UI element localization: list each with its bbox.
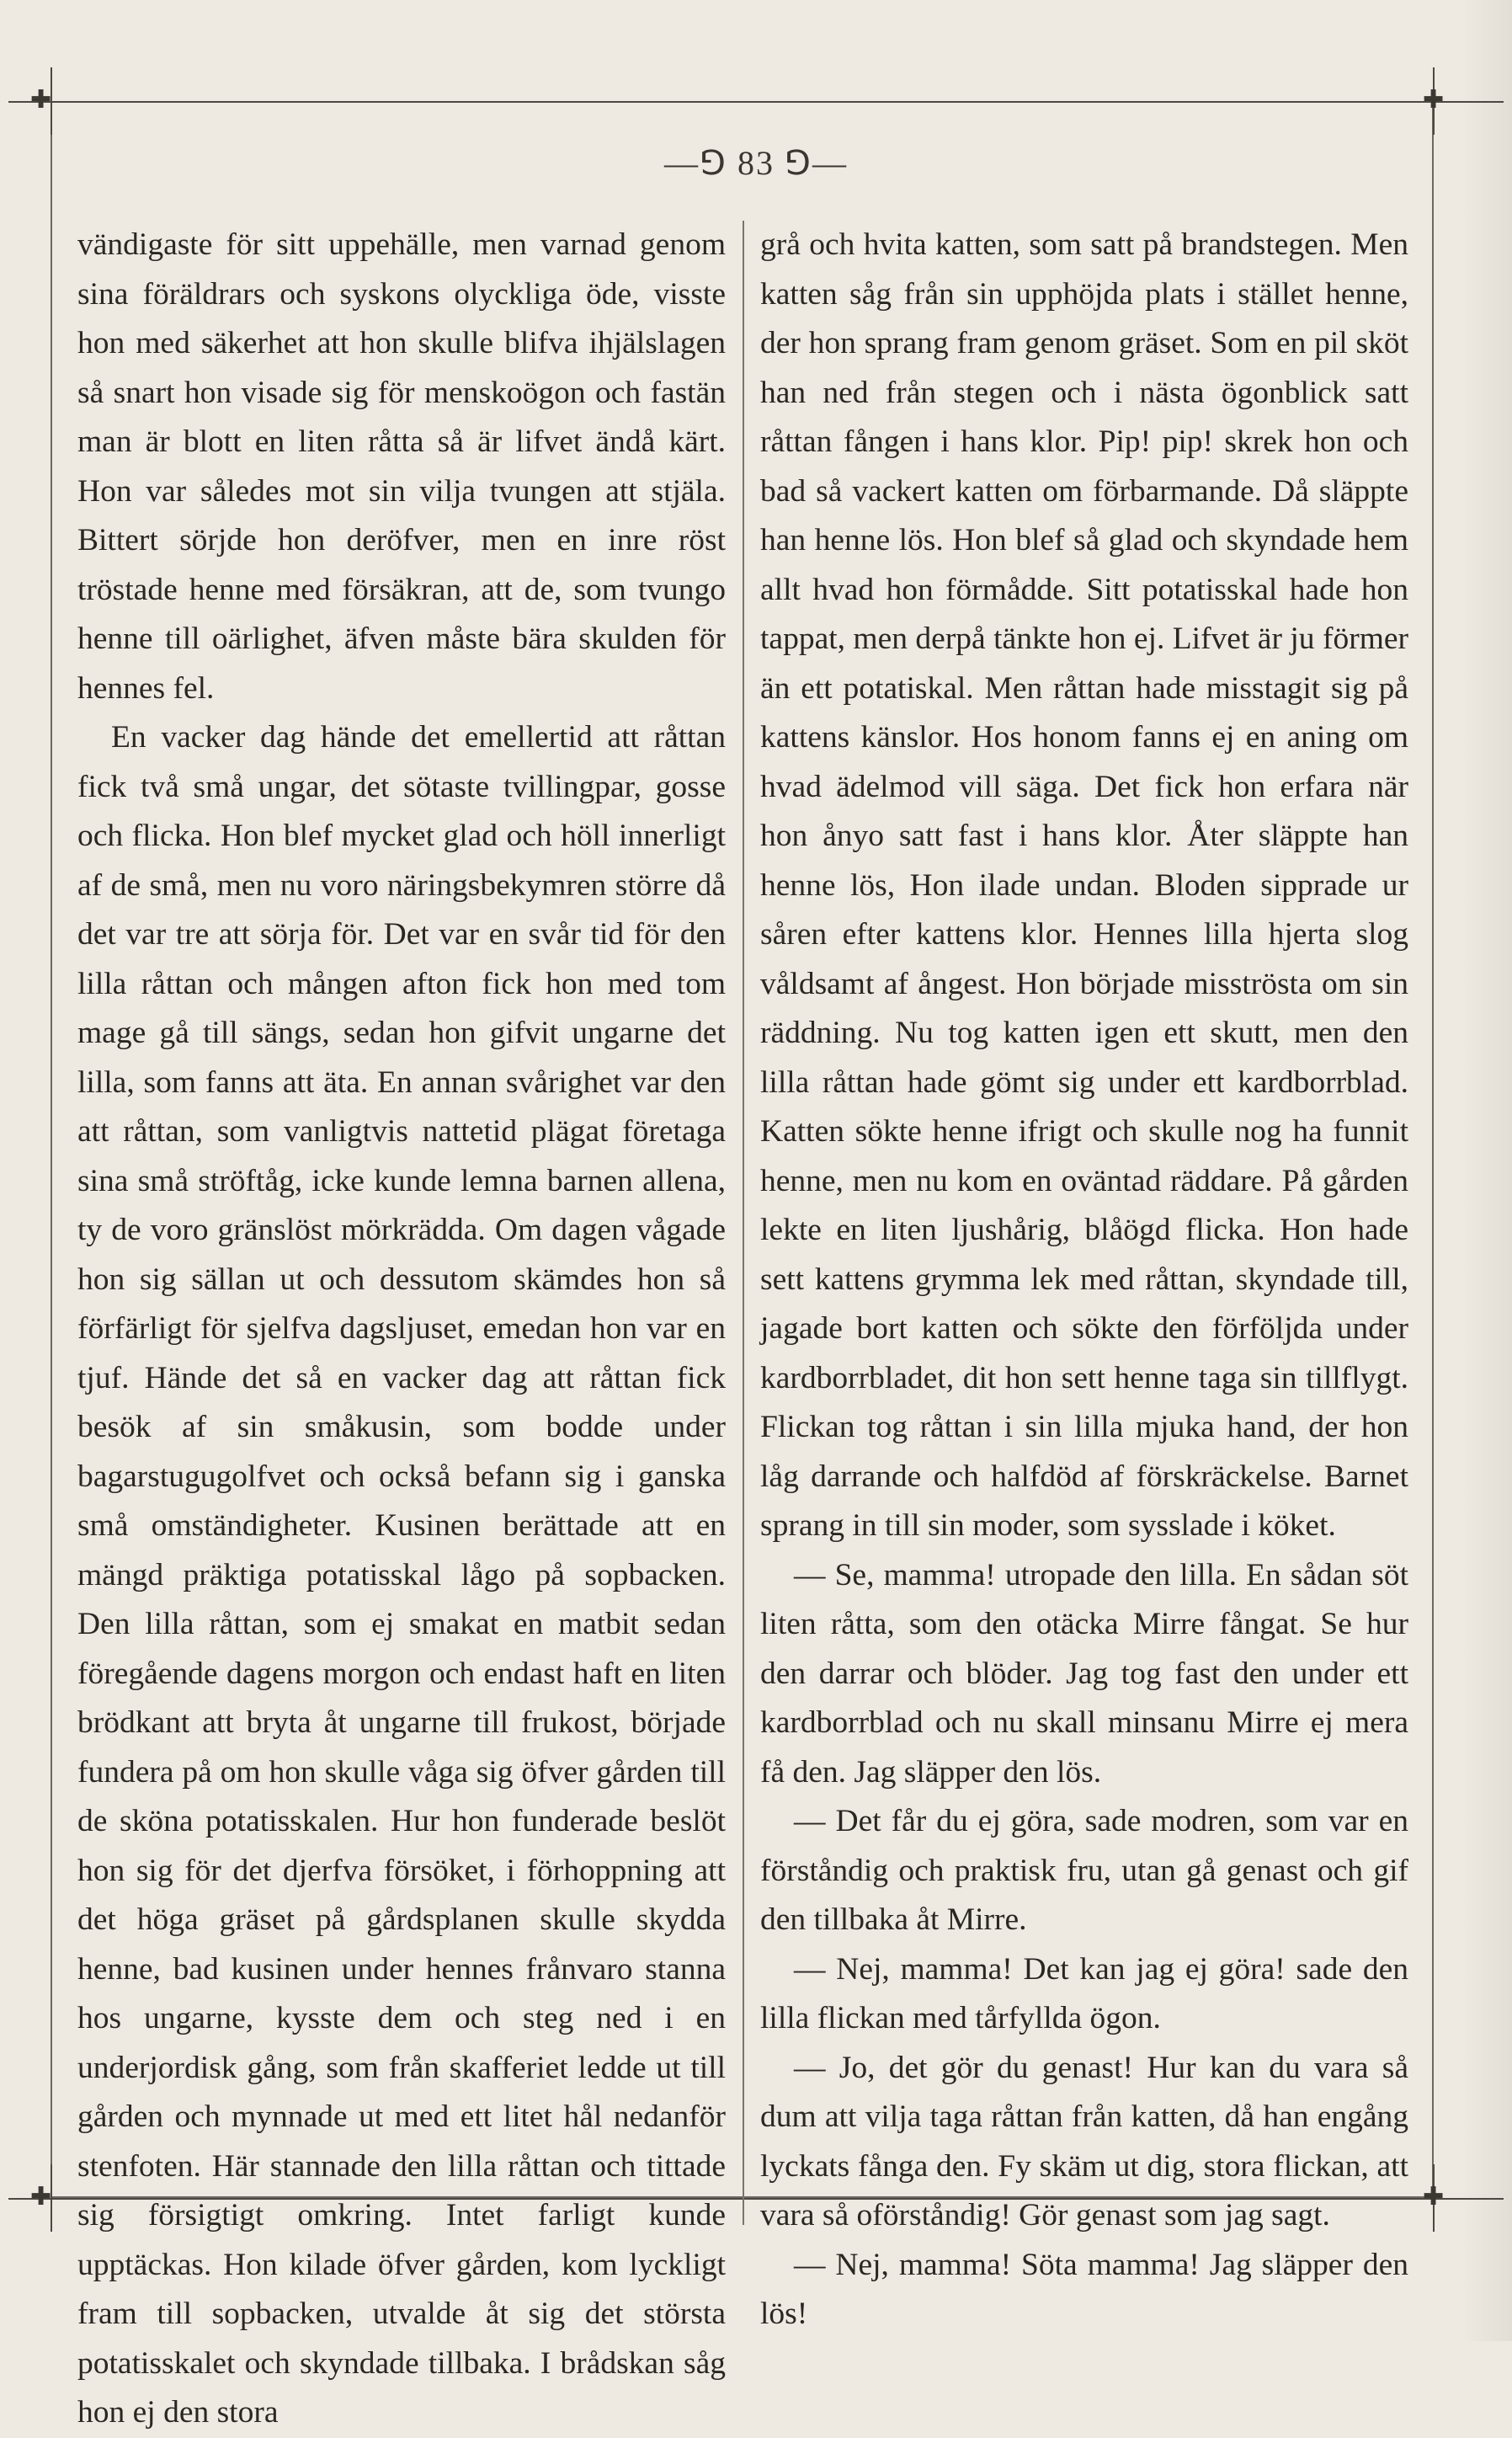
left-text-column xyxy=(77,221,726,2438)
paragraph: — Nej, mamma! Det kan jag ej göra! sade den lilla flickan med tårfyllda ögon. xyxy=(760,1951,1408,2035)
scan-edge-shading xyxy=(1461,0,1512,2341)
registration-mark-bottom-left-icon: ✚ xyxy=(30,2182,52,2211)
right-text-column xyxy=(760,221,1408,2339)
column-divider xyxy=(743,221,744,2225)
registration-mark-top-right-icon: ✚ xyxy=(1423,85,1445,115)
paragraph: — Det får du ej göra, sade modren, som var en förståndig och praktisk fru, utan gå genast och gif den tillbaka åt Mirre. xyxy=(760,1804,1408,1937)
paragraph: En vacker dag hände det emellertid att råttan fick två små ungar, det sötaste tvillingpar, gosse och flicka. Hon blef mycket glad och höll innerligt af de små, men nu voro näringsbekymren större då det var tre att sörja för. Det var en svår tid för den lilla råttan och mången afton fick hon med tom mage gå till sängs, sedan hon gifvit ungarne det lilla, som fanns att äta. En annan svårighet var den att råttan, som vanligtvis nattetid plägat företaga sina små ströftåg, icke kunde lemna barnen allena, ty de voro gränslöst mörkrädda. Om dagen vågade hon sig sällan ut och dessutom skämdes hon så förfärligt för sjelfva dagsljuset, emedan hon var en tjuf. Hände det så en vacker dag att råttan fick besök af sin småkusin, som bodde under bagarstugugolfvet och också befann sig i ganska små omständigheter. Kusinen berättade att en mängd präktiga potatisskal lågo på sopbacken. Den lilla råttan, som ej smakat en matbit sedan föregående dagens morgon och endast haft en liten brödkant att bryta åt ungarne till frukost, började fundera på om hon skulle våga sig öfver gården till de sköna potatisskalen. Hur hon funderade beslöt hon sig för det djerfva försöket, i förhoppning att det höga gräset på gårdsplanen skulle skydda henne, bad kusinen under hennes frånvaro stanna hos ungarne, kysste dem och steg ned i en underjordisk gång, som från skafferiet ledde ut till gården och mynnade ut med ett litet hål nedanför stenfoten. Här stannade den lilla råttan och tittade sig försigtigt omkring. Intet farligt kunde upptäckas. Hon kilade öfver gården, kom lyckligt fram till sopbacken, utvalde åt sig det största potatisskalet och skyndade tillbaka. I brådskan såg hon ej den stora xyxy=(77,720,726,2430)
paragraph: vändigaste för sitt uppehälle, men varnad genom sina föräldrars och syskons olyckliga öde, visste hon med säkerhet att hon skulle blifva ihjälslagen så snart hon visade sig för menskoögon och fastän man är blott en liten råtta så är lifvet ändå kärt. Hon var således mot sin vilja tvungen att stjäla. Bittert sörjde hon deröfver, men en inre röst tröstade henne med försäkran, att de, som tvungo henne till oärlighet, äfven måste bära skulden för hennes fel. xyxy=(77,227,726,706)
paragraph: — Nej, mamma! Söta mamma! Jag släpper den lös! xyxy=(760,2247,1408,2331)
paragraph: — Jo, det gör du genast! Hur kan du vara så dum att vilja taga råttan från katten, då han engång lyckats fånga den. Fy skäm ut dig, stora flickan, att vara så oförståndig! Gör genast som jag sagt. xyxy=(760,2050,1408,2233)
crop-line-top xyxy=(8,101,1504,103)
paragraph: — Se, mamma! utropade den lilla. En sådan söt liten råtta, som den otäcka Mirre fångat. Se hur den darrar och blöder. Jag tog fast den under ett kardborrblad och nu skall minsanu Mirre ej mera få den. Jag släpper den lös. xyxy=(760,1557,1408,1790)
page-number: —⅁ 83 ⅁— xyxy=(664,144,848,182)
registration-mark-bottom-right-icon: ✚ xyxy=(1423,2182,1445,2211)
registration-mark-top-left-icon: ✚ xyxy=(30,85,52,115)
paragraph: grå och hvita katten, som satt på brandstegen. Men katten såg från sin upphöjda plats i stället henne, der hon sprang fram genom gräset. Som en pil sköt han ned från stegen och i nästa ögonblick satt råttan fången i hans klor. Pip! pip! skrek hon och bad så vackert katten om förbarmande. Då släppte han henne lös. Hon blef så glad och skyndade hem allt hvad hon förmådde. Sitt potatisskal hade hon tappat, men derpå tänkte hon ej. Lifvet är ju förmer än ett potatiskal. Men råttan hade misstagit sig på kattens känslor. Hos honom fanns ej en aning om hvad ädelmod vill säga. Det fick hon erfara när hon ånyo satt fast i hans klor. Åter släppte han henne lös, Hon ilade undan. Bloden sipprade ur såren efter kattens klor. Hennes lilla hjerta slog våldsamt af ångest. Hon började misströsta om sin räddning. Nu tog katten igen ett skutt, men den lilla råttan hade gömt sig under ett kardborrblad. Katten sökte henne ifrigt och skulle nog ha funnit henne, men nu kom en oväntad räddare. På gården lekte en liten ljushårig, blåögd flicka. Hon hade sett kattens grymma lek med råttan, skyndade till, jagade bort katten och sökte den förföljda under kardborrbladet, dit hon sett henne taga sin tillflygt. Flickan tog råttan i sin lilla mjuka hand, der hon låg darrande och halfdöd af förskräckelse. Barnet sprang in till sin moder, som sysslade i köket. xyxy=(760,227,1408,1543)
